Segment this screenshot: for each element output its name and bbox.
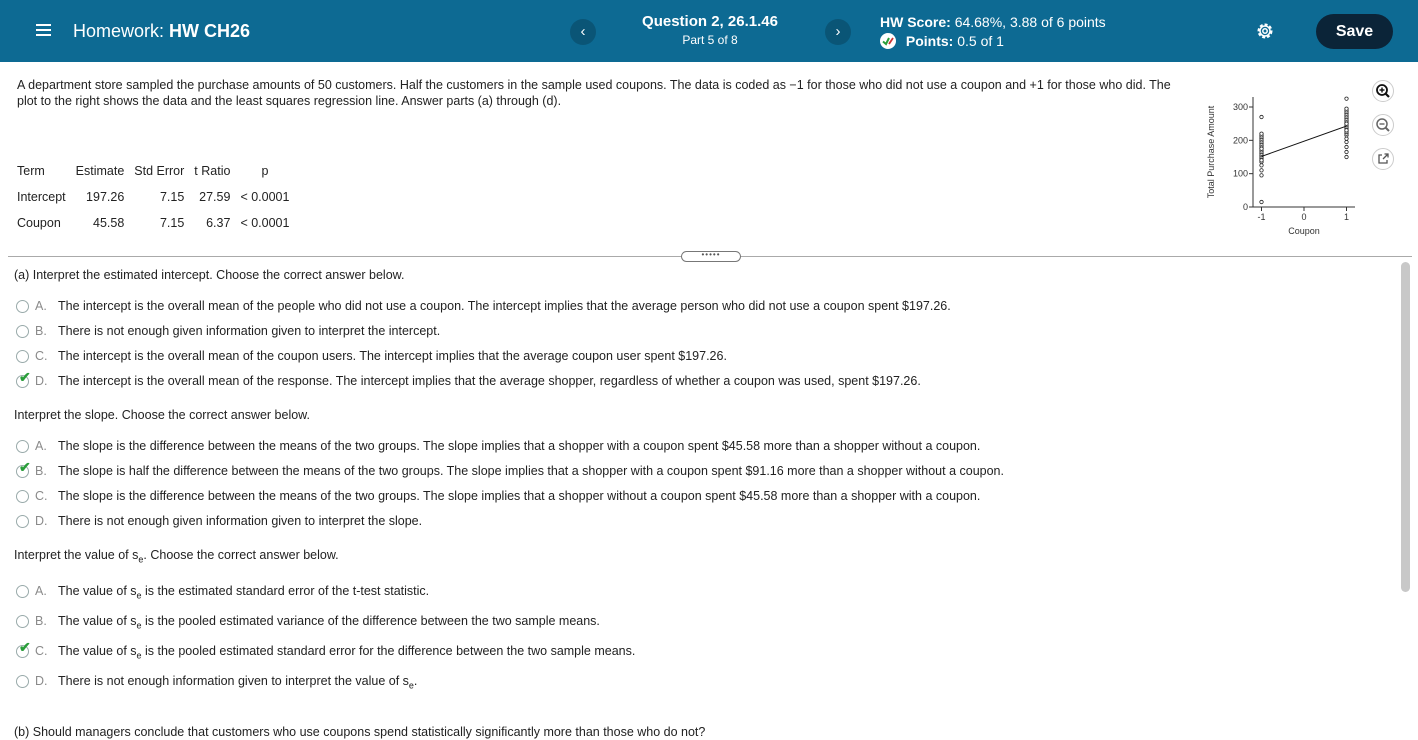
homework-label: Homework: — [73, 21, 165, 41]
table-row — [12, 210, 294, 236]
option-text-sub: e — [136, 620, 142, 631]
y-axis-label: Total Purchase Amount — [1206, 105, 1216, 199]
zoom-in-button[interactable] — [1372, 80, 1394, 102]
option-text-post: . — [413, 674, 418, 688]
save-button[interactable]: Save — [1316, 14, 1393, 49]
table-header: Std Error — [134, 164, 185, 178]
slope-prompt: Interpret the slope. Choose the correct answer below. — [14, 408, 310, 422]
zoom-out-icon — [1373, 115, 1393, 135]
part-b-prompt: (b) Should managers conclude that customers who use coupons spend statistically significantly more than those who do not? — [14, 725, 706, 739]
data-point — [1345, 137, 1348, 140]
option-text — [58, 674, 417, 691]
hamburger-menu-icon[interactable] — [34, 20, 54, 40]
zoom-out-button[interactable] — [1372, 114, 1394, 136]
table-cell: Coupon — [17, 216, 61, 230]
radio-button[interactable] — [16, 440, 29, 453]
table-header: Estimate — [75, 164, 125, 178]
next-question-button[interactable]: › — [825, 19, 851, 45]
data-point — [1260, 169, 1263, 172]
option-text: The intercept is the overall mean of the people who did not use a coupon. The intercept implies that the average person who did not use a coupon spent $197.26. — [58, 299, 951, 313]
plot-area — [1233, 97, 1355, 222]
data-point — [1345, 140, 1348, 143]
data-point — [1345, 150, 1348, 153]
option-text — [58, 584, 429, 601]
vertical-scrollbar[interactable] — [1401, 262, 1410, 592]
option-letter: B. — [35, 614, 47, 628]
data-point — [1345, 145, 1348, 148]
correct-checkmark-icon: ✔ — [19, 639, 31, 655]
data-point — [1260, 159, 1263, 162]
option-letter: A. — [35, 299, 47, 313]
table-cell: 45.58 — [93, 216, 125, 230]
data-point — [1260, 147, 1263, 150]
scatter-plot[interactable] — [1205, 92, 1365, 240]
option-text-pre: There is not enough information given to interpret the value of s — [58, 674, 409, 688]
option-letter: A. — [35, 439, 47, 453]
data-point — [1345, 107, 1348, 110]
x-tick-label: 1 — [1343, 212, 1350, 222]
data-point — [1260, 164, 1263, 167]
part-a-prompt: (a) Interpret the estimated intercept. Choose the correct answer below. — [14, 268, 405, 282]
homework-title — [73, 21, 250, 42]
option-text-pre: The value of s — [58, 584, 137, 598]
data-point — [1345, 155, 1348, 158]
table-header: t Ratio — [194, 164, 231, 178]
table-cell: 6.37 — [206, 216, 231, 230]
option-text-pre: The value of s — [58, 614, 137, 628]
data-point — [1260, 174, 1263, 177]
y-tick-label: 300 — [1232, 102, 1248, 112]
radio-button[interactable] — [16, 325, 29, 338]
data-point — [1260, 115, 1263, 118]
option-text: There is not enough given information given to interpret the intercept. — [58, 324, 441, 338]
radio-button[interactable] — [16, 490, 29, 503]
previous-question-button[interactable]: ‹ — [570, 19, 596, 45]
question-title: Question 2, 26.1.46 — [642, 13, 778, 30]
table-header: p — [261, 164, 269, 178]
radio-button[interactable] — [16, 515, 29, 528]
hw-score-value: 64.68%, 3.88 of 6 points — [954, 14, 1106, 30]
zoom-in-icon — [1373, 81, 1393, 101]
option-text — [58, 644, 635, 661]
y-tick-label: 100 — [1232, 168, 1248, 179]
partial-credit-icon — [880, 33, 896, 49]
option-letter: D. — [35, 374, 48, 388]
option-letter: B. — [35, 464, 47, 478]
points — [880, 33, 1004, 49]
table-header: Term — [17, 164, 45, 178]
option-text: The intercept is the overall mean of the response. The intercept implies that the average shopper, regardless of whether a coupon was used, spent $197.26. — [58, 374, 921, 388]
data-point — [1345, 122, 1348, 125]
option-letter: C. — [35, 349, 48, 363]
hw-score — [880, 14, 1106, 30]
y-tick-label: 200 — [1232, 135, 1248, 146]
option-text-post: is the pooled estimated variance of the difference between the two sample means. — [141, 614, 600, 628]
table-header-row — [12, 158, 294, 184]
option-text: The slope is the difference between the means of the two groups. The slope implies that a shopper with a coupon spent $45.58 more than a shopper without a coupon. — [58, 439, 981, 453]
x-axis-label: Coupon — [1288, 226, 1320, 236]
radio-button[interactable] — [16, 350, 29, 363]
top-bar — [0, 0, 1418, 62]
option-text — [58, 614, 600, 631]
radio-button[interactable] — [16, 615, 29, 628]
data-point — [1260, 132, 1263, 135]
points-value: 0.5 of 1 — [957, 33, 1004, 49]
option-letter: D. — [35, 514, 48, 528]
popout-button[interactable] — [1372, 148, 1394, 170]
regression-table — [12, 158, 294, 236]
table-cell: 27.59 — [199, 190, 231, 204]
option-text-sub: e — [408, 680, 414, 691]
option-text-post: is the estimated standard error of the t-test statistic. — [141, 584, 430, 598]
hw-score-label: HW Score: — [880, 14, 951, 30]
correct-checkmark-icon: ✔ — [19, 369, 31, 385]
option-text-sub: e — [136, 590, 142, 601]
radio-button[interactable] — [16, 300, 29, 313]
option-text-sub: e — [136, 650, 142, 661]
se-prompt-pre: Interpret the value of s — [14, 548, 139, 562]
data-point — [1345, 97, 1348, 100]
homework-name: HW CH26 — [169, 21, 251, 41]
x-tick-label: 0 — [1301, 212, 1307, 222]
option-text-pre: The value of s — [58, 644, 137, 658]
option-letter: C. — [35, 644, 48, 658]
table-cell: < 0.0001 — [240, 190, 290, 204]
option-text-post: is the pooled estimated standard error for the difference between the two sample means. — [141, 644, 636, 658]
table-cell: < 0.0001 — [240, 216, 290, 230]
x-tick-label: -1 — [1257, 212, 1266, 222]
external-link-icon — [1373, 149, 1393, 169]
problem-intro: A department store sampled the purchase amounts of 50 customers. Half the customers in the sample used coupons. The data is coded as −1 for those who did not use a coupon and +1 for those who did. The plot to the right shows the data and the least squares regression line. Answer parts (a) through (d). — [17, 78, 1171, 108]
data-point — [1260, 200, 1263, 203]
data-point — [1345, 129, 1348, 132]
table-cell: 7.15 — [159, 190, 185, 204]
pane-resize-handle[interactable]: ••••• — [681, 251, 741, 262]
option-letter: B. — [35, 324, 47, 338]
table-cell: Intercept — [17, 190, 66, 204]
option-text: There is not enough given information given to interpret the slope. — [58, 514, 423, 528]
radio-button[interactable] — [16, 585, 29, 598]
radio-button[interactable] — [16, 675, 29, 688]
table-cell: 7.15 — [159, 216, 185, 230]
se-prompt-post: . Choose the correct answer below. — [143, 548, 339, 562]
option-text: The intercept is the overall mean of the coupon users. The intercept implies that the average coupon user spent $197.26. — [58, 349, 727, 363]
option-letter: C. — [35, 489, 48, 503]
regression-line — [1262, 126, 1347, 156]
se-prompt-sub: e — [138, 554, 144, 565]
table-cell: 197.26 — [86, 190, 125, 204]
settings-gear-icon[interactable] — [1255, 21, 1275, 41]
option-letter: D. — [35, 674, 48, 688]
se-prompt — [14, 548, 339, 565]
option-text: The slope is the difference between the means of the two groups. The slope implies that a shopper without a coupon spent $45.58 more than a shopper with a coupon. — [58, 489, 981, 503]
option-text: The slope is half the difference between the means of the two groups. The slope implies that a shopper with a coupon spent $91.16 more than a shopper without a coupon. — [58, 464, 1004, 478]
question-part: Part 5 of 8 — [682, 33, 738, 47]
points-label: Points: — [905, 33, 954, 49]
correct-checkmark-icon: ✔ — [19, 459, 31, 475]
table-row — [12, 184, 294, 210]
y-tick-label: 0 — [1242, 202, 1248, 212]
option-letter: A. — [35, 584, 47, 598]
